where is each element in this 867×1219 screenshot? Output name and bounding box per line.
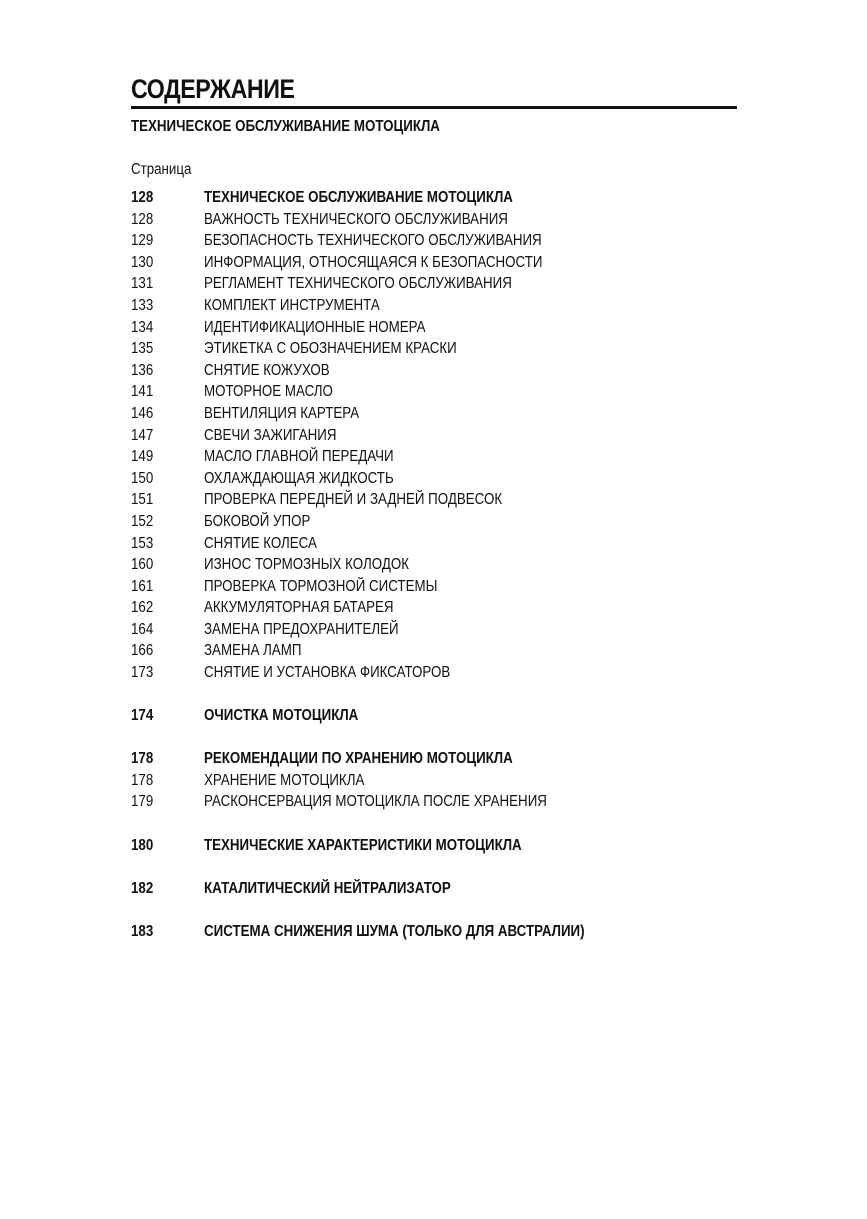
toc-page-number: 179: [131, 793, 154, 811]
toc-page-number: 134: [131, 318, 154, 336]
toc-page-number: 173: [131, 664, 154, 682]
toc-page-number: 166: [131, 642, 154, 660]
toc-page-number: 160: [131, 556, 154, 574]
toc-entry[interactable]: [131, 381, 751, 403]
toc-entry[interactable]: [131, 360, 751, 382]
toc-entry-title: БЕЗОПАСНОСТЬ ТЕХНИЧЕСКОГО ОБСЛУЖИВАНИЯ: [204, 232, 542, 250]
toc-page-number: 149: [131, 448, 154, 466]
toc-page-number: 178: [131, 750, 154, 768]
toc-entry-title: БОКОВОЙ УПОР: [204, 512, 311, 530]
toc-entry-title: КОМПЛЕКТ ИНСТРУМЕНТА: [204, 296, 380, 314]
toc-entry-title: СНЯТИЕ И УСТАНОВКА ФИКСАТОРОВ: [204, 664, 451, 682]
toc-entry[interactable]: [131, 640, 751, 662]
toc-entry-title: РЕКОМЕНДАЦИИ ПО ХРАНЕНИЮ МОТОЦИКЛА: [204, 750, 513, 768]
toc-group: [131, 835, 751, 857]
toc-page-number: 141: [131, 383, 154, 401]
toc-page-number: 180: [131, 836, 154, 854]
toc-page-number: 128: [131, 210, 154, 228]
toc-entry-title: ИДЕНТИФИКАЦИОННЫЕ НОМЕРА: [204, 318, 426, 336]
toc-page-number: 129: [131, 232, 154, 250]
toc-page-number: 152: [131, 512, 154, 530]
toc-page-number: 164: [131, 620, 154, 638]
page-column-label: Страница: [131, 161, 192, 178]
toc-entry[interactable]: [131, 317, 751, 339]
toc-group: [131, 921, 751, 943]
toc-entry-title: ИЗНОС ТОРМОЗНЫХ КОЛОДОК: [204, 556, 409, 574]
toc-page-number: 146: [131, 404, 154, 422]
toc-entry-title: МОТОРНОЕ МАСЛО: [204, 383, 333, 401]
toc-entry-title: ТЕХНИЧЕСКИЕ ХАРАКТЕРИСТИКИ МОТОЦИКЛА: [204, 836, 522, 854]
toc-page-number: 131: [131, 275, 154, 293]
toc-page-number: 174: [131, 707, 154, 725]
toc-section-heading[interactable]: [131, 705, 751, 727]
toc-page-number: 178: [131, 771, 154, 789]
toc-page-number: 133: [131, 296, 154, 314]
toc-entry[interactable]: [131, 252, 751, 274]
toc-entry[interactable]: [131, 489, 751, 511]
toc-entry-title: РЕГЛАМЕНТ ТЕХНИЧЕСКОГО ОБСЛУЖИВАНИЯ: [204, 275, 512, 293]
toc-page-number: 130: [131, 253, 154, 271]
toc-group: [131, 878, 751, 900]
toc-entry[interactable]: [131, 619, 751, 641]
toc-entry[interactable]: [131, 295, 751, 317]
toc-page-number: 151: [131, 491, 154, 509]
toc-page-number: 161: [131, 577, 154, 595]
toc-entry-title: МАСЛО ГЛАВНОЙ ПЕРЕДАЧИ: [204, 448, 394, 466]
toc-page-number: 147: [131, 426, 154, 444]
toc-entry[interactable]: [131, 770, 751, 792]
toc-entry[interactable]: [131, 446, 751, 468]
toc-section-heading[interactable]: [131, 748, 751, 770]
toc-entry[interactable]: [131, 554, 751, 576]
toc-entry-title: ЭТИКЕТКА С ОБОЗНАЧЕНИЕМ КРАСКИ: [204, 340, 457, 358]
toc-entry-title: ЗАМЕНА ПРЕДОХРАНИТЕЛЕЙ: [204, 620, 399, 638]
toc-page-number: 136: [131, 361, 154, 379]
toc-entry[interactable]: [131, 425, 751, 447]
toc-group: [131, 748, 751, 813]
toc-entry-title: ВАЖНОСТЬ ТЕХНИЧЕСКОГО ОБСЛУЖИВАНИЯ: [204, 210, 508, 228]
toc-entry[interactable]: [131, 576, 751, 598]
toc-page-number: 135: [131, 340, 154, 358]
toc-entry[interactable]: [131, 662, 751, 684]
toc-entry-title: ХРАНЕНИЕ МОТОЦИКЛА: [204, 771, 365, 789]
toc-entry[interactable]: [131, 403, 751, 425]
toc-entry-title: ПРОВЕРКА ТОРМОЗНОЙ СИСТЕМЫ: [204, 577, 438, 595]
toc-entry[interactable]: [131, 597, 751, 619]
toc-page-number: 183: [131, 922, 154, 940]
title-divider: [131, 106, 737, 109]
toc-entry[interactable]: [131, 273, 751, 295]
toc-page-number: 182: [131, 879, 154, 897]
toc-group: [131, 187, 751, 684]
toc-entry-title: ОЧИСТКА МОТОЦИКЛА: [204, 707, 359, 725]
toc-section-heading[interactable]: [131, 835, 751, 857]
toc-entry[interactable]: [131, 338, 751, 360]
toc-entry-title: РАСКОНСЕРВАЦИЯ МОТОЦИКЛА ПОСЛЕ ХРАНЕНИЯ: [204, 793, 547, 811]
toc-entry-title: ТЕХНИЧЕСКОЕ ОБСЛУЖИВАНИЕ МОТОЦИКЛА: [204, 189, 513, 206]
toc-section-heading[interactable]: [131, 921, 751, 943]
toc-entry-title: СНЯТИЕ КОЛЕСА: [204, 534, 317, 552]
toc-entry-title: ЗАМЕНА ЛАМП: [204, 642, 302, 660]
table-of-contents: [131, 187, 751, 942]
toc-entry[interactable]: [131, 511, 751, 533]
toc-entry[interactable]: [131, 209, 751, 231]
toc-entry[interactable]: [131, 468, 751, 490]
toc-entry-title: КАТАЛИТИЧЕСКИЙ НЕЙТРАЛИЗАТОР: [204, 879, 451, 897]
toc-section-heading[interactable]: [131, 187, 751, 209]
toc-entry[interactable]: [131, 791, 751, 813]
toc-entry-title: ОХЛАЖДАЮЩАЯ ЖИДКОСТЬ: [204, 469, 394, 487]
toc-entry-title: ИНФОРМАЦИЯ, ОТНОСЯЩАЯСЯ К БЕЗОПАСНОСТИ: [204, 253, 543, 271]
toc-entry-title: СВЕЧИ ЗАЖИГАНИЯ: [204, 426, 337, 444]
toc-page-number: 162: [131, 599, 154, 617]
toc-group: [131, 705, 751, 727]
toc-page-number: 153: [131, 534, 154, 552]
toc-entry-title: ПРОВЕРКА ПЕРЕДНЕЙ И ЗАДНЕЙ ПОДВЕСОК: [204, 491, 503, 509]
page-title: СОДЕРЖАНИЕ: [131, 74, 295, 104]
toc-entry-title: ВЕНТИЛЯЦИЯ КАРТЕРА: [204, 404, 360, 422]
section-subtitle: ТЕХНИЧЕСКОЕ ОБСЛУЖИВАНИЕ МОТОЦИКЛА: [131, 118, 440, 135]
toc-page-number: 128: [131, 189, 154, 206]
toc-section-heading[interactable]: [131, 878, 751, 900]
toc-entry[interactable]: [131, 533, 751, 555]
toc-entry-title: СНЯТИЕ КОЖУХОВ: [204, 361, 330, 379]
toc-entry[interactable]: [131, 230, 751, 252]
toc-page-number: 150: [131, 469, 154, 487]
toc-entry-title: АККУМУЛЯТОРНАЯ БАТАРЕЯ: [204, 599, 394, 617]
toc-entry-title: СИСТЕМА СНИЖЕНИЯ ШУМА (ТОЛЬКО ДЛЯ АВСТРАЛИИ): [204, 922, 585, 940]
